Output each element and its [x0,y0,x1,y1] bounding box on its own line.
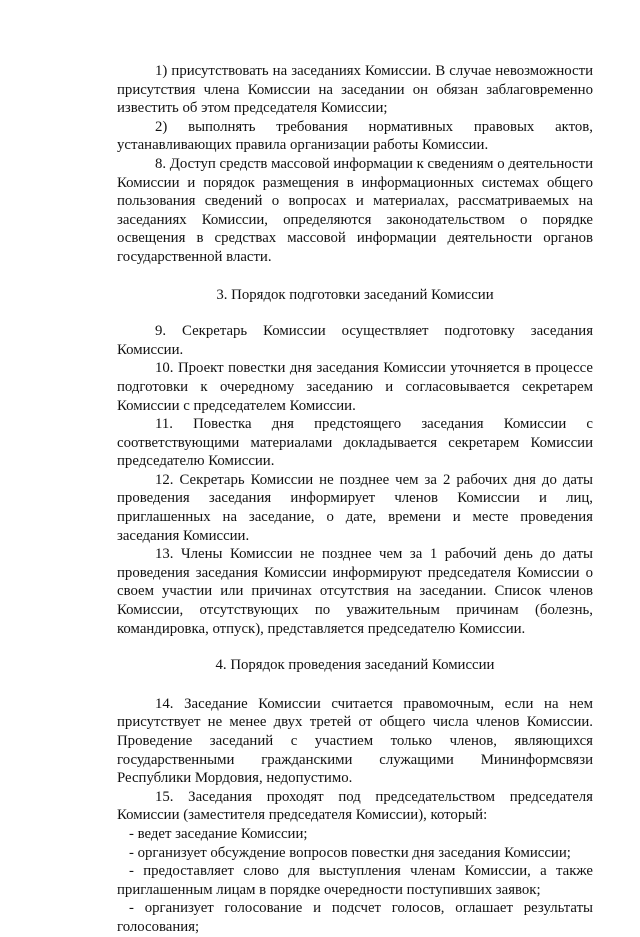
section-4-heading: 4. Порядок проведения заседаний Комиссии [215,657,495,674]
paragraph-10: 10. Проект повестки дня заседания Комиссии уточняется в процессе подготовки к очередному заседанию и согласовывается секретарем Комиссии с председателем Комиссии. [117,360,593,414]
section-4-body [117,695,593,937]
dash-item: - ведет заседание Комиссии; [129,825,308,842]
paragraph-duty-2: 2) выполнять требования нормативных правовых актов, устанавливающих правила организации работы Комиссии. [117,118,593,154]
paragraph-14: 14. Заседание Комиссии считается правомочным, если на нем присутствует не менее двух третей от общего числа членов Комиссии. Проведение заседаний с участием только членов, являющихся государственными гражданскими служащими Мининформсвязи Республики Мордовия, недопустимо. [117,695,593,787]
dash-item: - организует голосование и подсчет голосов, оглашает результаты голосования; [117,900,593,935]
paragraph-11: 11. Повестка дня предстоящего заседания Комиссии с соответствующими материалами докладывается секретарем Комиссии председателю Комиссии. [117,416,593,470]
dash-item: - предоставляет слово для выступления членам Комиссии, а также приглашенным лицам в порядке очередности поступивших заявок; [117,863,593,898]
paragraph-8: 8. Доступ средств массовой информации к сведениям о деятельности Комиссии и порядок размещения в информационных системах общего пользования сведений о вопросах и материалах, рассматриваемых на заседаниях Комиссии, определяются законодательством о порядке освещения в средствах массовой информации деятельности органов государственной власти. [117,155,593,265]
paragraph-9: 9. Секретарь Комиссии осуществляет подготовку заседания Комиссии. [117,323,593,358]
paragraph-duty-1: 1) присутствовать на заседаниях Комиссии. В случае невозможности присутствия члена Комиссии на заседании он обязан заблаговременно известить об этом председателя Комиссии; [117,63,593,117]
section-3-body [117,322,593,638]
paragraph-13: 13. Члены Комиссии не позднее чем за 1 рабочий день до даты проведения заседания Комиссии информируют председателя Комиссии о своем участии или причинах отсутствия на заседании. Список членов Комиссии, отсутствующих по уважительным причинам (болезнь, командировка, отпуск), представляется председателю Комиссии. [117,546,593,637]
paragraph-12: 12. Секретарь Комиссии не позднее чем за 2 рабочих дня до даты проведения заседания информирует членов Комиссии и лиц, приглашенных на заседание, о дате, времени и месте проведения заседания Комиссии. [117,471,593,544]
section-3-heading: 3. Порядок подготовки заседаний Комиссии [216,286,494,303]
document-page [117,62,593,937]
dash-item: - организует обсуждение вопросов повестки дня заседания Комиссии; [129,844,571,861]
paragraph-15: 15. Заседания проходят под председательством председателя Комиссии (заместителя председателя Комиссии), который: [117,788,593,824]
